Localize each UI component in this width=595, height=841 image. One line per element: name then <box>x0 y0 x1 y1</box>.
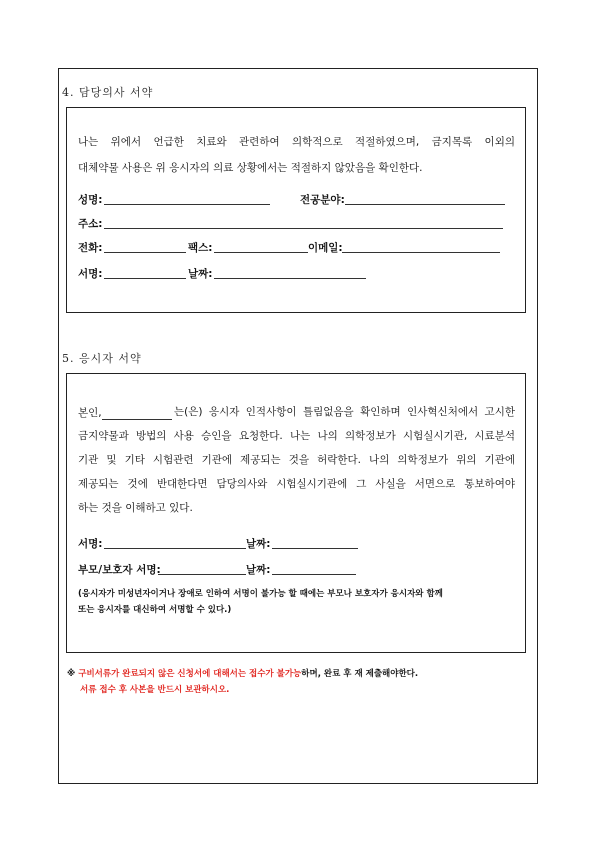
physician-statement-line-1: 나는 위에서 언급한 치료와 관련하여 의학적으로 적절하였으며, 금지목록 이외의 <box>78 136 515 148</box>
physician-signature-field[interactable] <box>104 278 186 279</box>
physician-date-label: 날짜: <box>188 268 213 280</box>
physician-phone-field[interactable] <box>104 252 186 253</box>
physician-fax-label: 팩스: <box>188 242 213 254</box>
physician-specialty-label: 전공분야: <box>300 194 345 206</box>
physician-phone-label: 전화: <box>78 242 103 254</box>
physician-date-field[interactable] <box>214 278 366 279</box>
applicant-statement-line-4: 제공되는 것에 반대한다면 담당의사와 시험실시기관에 그 사실을 서면으로 통보하여야 <box>78 478 515 490</box>
physician-address-field[interactable] <box>104 228 503 229</box>
applicant-statement-line-1: 는(은) 응시자 인적사항이 틀림없음을 확인하며 인사혁신처에서 고시한 <box>174 406 515 418</box>
physician-address-label: 주소: <box>78 218 103 230</box>
physician-email-field[interactable] <box>342 252 500 253</box>
physician-specialty-field[interactable] <box>345 204 505 205</box>
physician-email-label: 이메일: <box>308 242 343 254</box>
applicant-statement-line-3: 기관 및 기타 시험관련 기관에 제공되는 것을 허락한다. 나의 의학정보가 위의 기관에 <box>78 454 515 466</box>
guardian-date-field[interactable] <box>272 574 356 575</box>
guardian-note-line-2: 또는 응시자를 대신하여 서명할 수 있다.) <box>78 605 232 615</box>
section-4-title: 4. 담당의사 서약 <box>62 86 154 99</box>
physician-name-field[interactable] <box>104 204 270 205</box>
guardian-signature-field[interactable] <box>158 574 246 575</box>
applicant-signature-field[interactable] <box>104 548 246 549</box>
physician-signature-label: 서명: <box>78 268 103 280</box>
guardian-signature-label: 부모/보호자 서명: <box>78 564 161 576</box>
physician-statement-line-2: 대체약물 사용은 위 응시자의 의료 상황에서는 적절하지 않았음을 확인한다. <box>78 162 423 174</box>
notice-mark: ※ <box>67 669 76 679</box>
applicant-date-label: 날짜: <box>246 538 271 550</box>
notice-red-text: 구비서류가 완료되지 않은 신청서에 대해서는 접수가 불가능 <box>78 669 302 679</box>
notice-black-text: 하며, 완료 후 재 제출해야한다. <box>301 669 419 679</box>
submission-notice-line-2: 서류 접수 후 사본을 반드시 보관하시오. <box>80 685 230 695</box>
section-5-title: 5. 응시자 서약 <box>62 352 142 365</box>
applicant-statement-line-5: 하는 것을 이해하고 있다. <box>78 502 193 514</box>
guardian-date-label: 날짜: <box>246 564 271 576</box>
applicant-statement-line-2: 금지약물과 방법의 사용 승인을 요청한다. 나는 나의 의학정보가 시험실시기관, 시료분석 <box>78 430 515 442</box>
applicant-signature-label: 서명: <box>78 538 103 550</box>
physician-name-label: 성명: <box>78 194 103 206</box>
applicant-self-label: 본인, <box>78 407 102 419</box>
physician-fax-field[interactable] <box>214 252 308 253</box>
submission-notice-line-1 <box>67 667 418 679</box>
applicant-name-field[interactable] <box>102 419 172 420</box>
guardian-note-line-1: (응시자가 미성년자이거나 장애로 인하여 서명이 불가능 할 때에는 부모나 보호자가 응시자와 함께 <box>78 589 443 599</box>
applicant-date-field[interactable] <box>272 548 358 549</box>
